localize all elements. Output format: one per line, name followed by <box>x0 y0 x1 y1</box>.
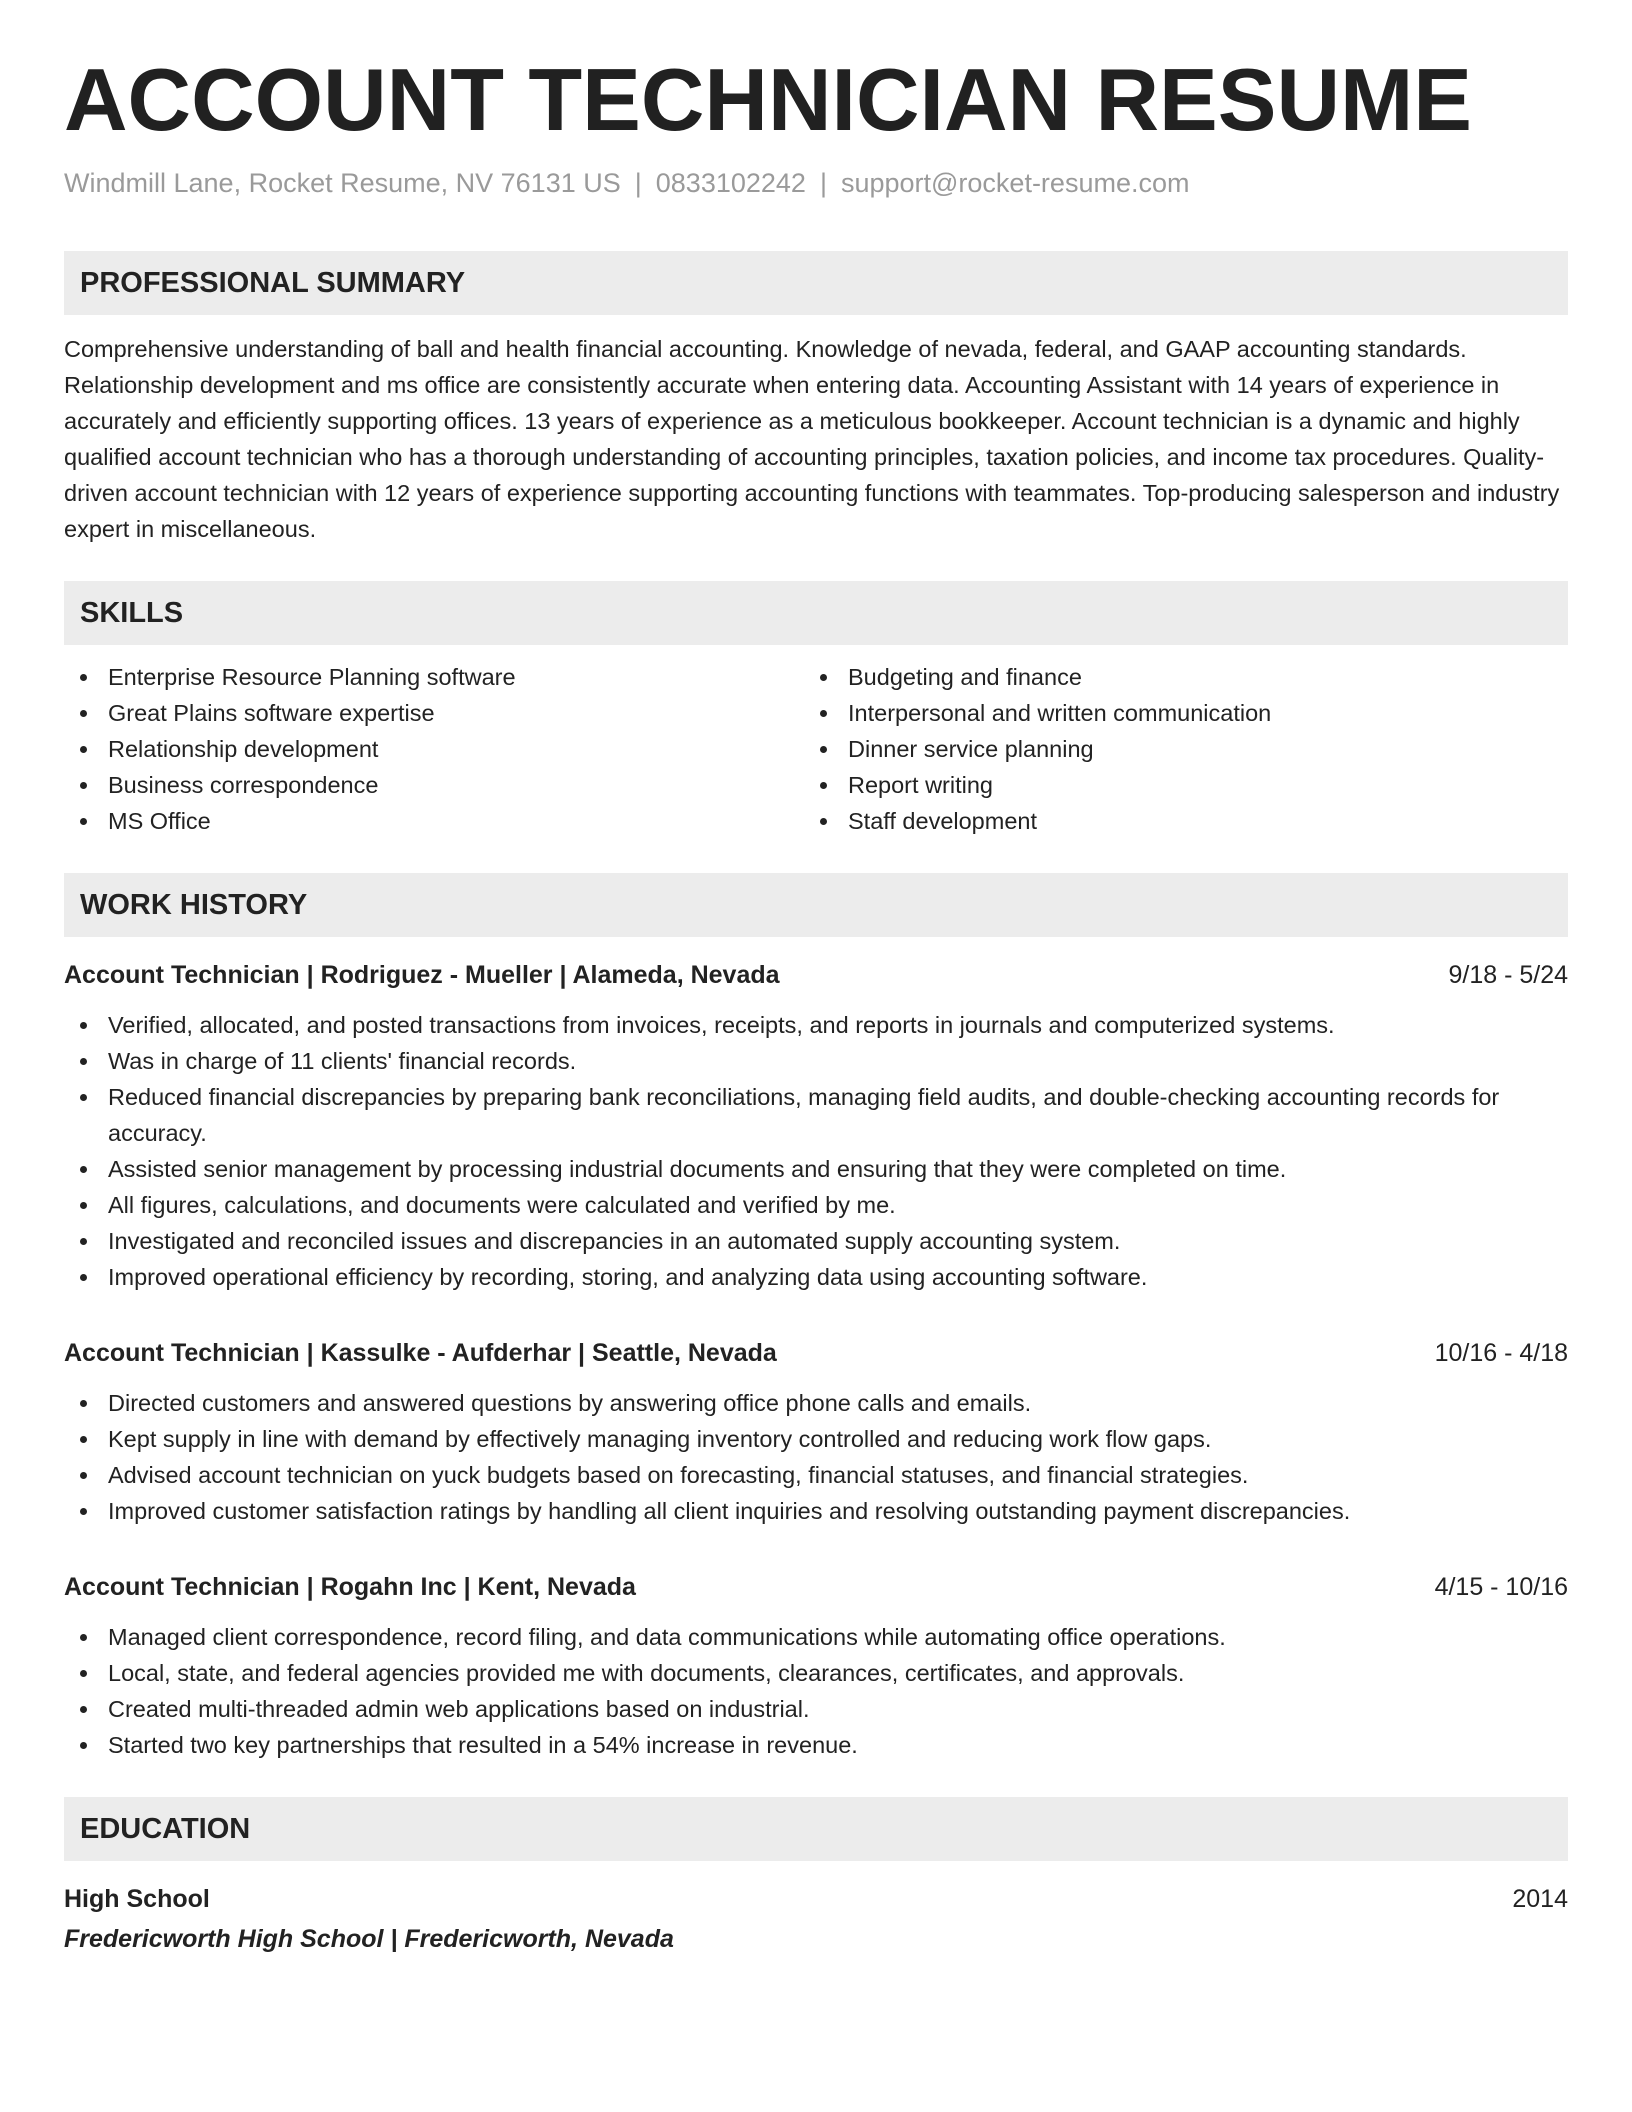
contact-separator: | <box>634 168 642 198</box>
job-title: Account Technician | Rogahn Inc | Kent, Nevada <box>64 1573 636 1601</box>
job-bullets <box>64 1619 1568 1763</box>
job-title: Account Technician | Rodriguez - Mueller | Alameda, Nevada <box>64 961 780 989</box>
job-bullet: Improved operational efficiency by recording, storing, and analyzing data using accounting software. <box>64 1259 1568 1295</box>
education-school: Fredericworth High School | Fredericworth, Nevada <box>64 1925 674 1953</box>
job-bullet: Improved customer satisfaction ratings by handling all client inquiries and resolving outstanding payment discrepancies. <box>64 1493 1568 1529</box>
section-title: PROFESSIONAL SUMMARY <box>80 266 466 299</box>
job-header <box>64 1335 1568 1371</box>
job-bullet: Reduced financial discrepancies by preparing bank reconciliations, managing field audits, and double-checking accounting records for accuracy. <box>64 1079 1568 1151</box>
contact-line <box>64 168 1568 199</box>
skill-item: Dinner service planning <box>804 731 1544 767</box>
section-header-work-history <box>64 873 1568 937</box>
skill-item: Business correspondence <box>64 767 804 803</box>
contact-email: support@rocket-resume.com <box>840 168 1190 198</box>
job-dates: 10/16 - 4/18 <box>1434 1339 1568 1367</box>
education-entry <box>64 1881 1568 1957</box>
section-title: SKILLS <box>80 596 184 629</box>
job-bullet: Created multi-threaded admin web applications based on industrial. <box>64 1691 1568 1727</box>
job-entry <box>64 957 1568 1295</box>
resume-title: ACCOUNT TECHNICIAN RESUME <box>64 50 1472 149</box>
job-entry <box>64 1569 1568 1763</box>
contact-address: Windmill Lane, Rocket Resume, NV 76131 US <box>64 168 621 198</box>
job-entry <box>64 1335 1568 1529</box>
job-title: Account Technician | Kassulke - Aufderhar | Seattle, Nevada <box>64 1339 777 1367</box>
skill-item: Report writing <box>804 767 1544 803</box>
summary-text: Comprehensive understanding of ball and health financial accounting. Knowledge of nevada, federal, and GAAP accounting standards. Relationship development and ms office are consistently accurate when entering data. Accounting Assistant with 14 years of experience in accurately and efficiently supporting offices. 13 years of experience as a meticulous bookkeeper. Account technician is a dynamic and highly qualified account technician who has a thorough understanding of accounting principles, taxation policies, and income tax procedures. Quality-driven account technician with 12 years of experience supporting accounting functions with teammates. Top-producing salesperson and industry expert in miscellaneous. <box>64 336 1560 542</box>
job-bullet: Verified, allocated, and posted transactions from invoices, receipts, and reports in journals and computerized systems. <box>64 1007 1568 1043</box>
education-header <box>64 1881 1568 1917</box>
job-bullet: Managed client correspondence, record filing, and data communications while automating office operations. <box>64 1619 1568 1655</box>
section-title: EDUCATION <box>80 1812 251 1845</box>
section-header-skills <box>64 581 1568 645</box>
job-dates: 9/18 - 5/24 <box>1448 961 1568 989</box>
job-bullets <box>64 1385 1568 1529</box>
contact-phone: 0833102242 <box>655 168 806 198</box>
job-bullet: Directed customers and answered questions by answering office phone calls and emails. <box>64 1385 1568 1421</box>
contact-separator: | <box>819 168 827 198</box>
education-year: 2014 <box>1512 1885 1568 1913</box>
job-bullet: Started two key partnerships that resulted in a 54% increase in revenue. <box>64 1727 1568 1763</box>
skills-column-right <box>804 659 1544 839</box>
job-bullet: All figures, calculations, and documents were calculated and verified by me. <box>64 1187 1568 1223</box>
skill-item: Relationship development <box>64 731 804 767</box>
skills-grid <box>64 659 1568 839</box>
skill-item: Staff development <box>804 803 1544 839</box>
skills-column-left <box>64 659 804 839</box>
job-dates: 4/15 - 10/16 <box>1434 1573 1568 1601</box>
section-title: WORK HISTORY <box>80 888 308 921</box>
section-header-education <box>64 1797 1568 1861</box>
job-bullet: Was in charge of 11 clients' financial records. <box>64 1043 1568 1079</box>
job-bullet: Investigated and reconciled issues and discrepancies in an automated supply accounting system. <box>64 1223 1568 1259</box>
skill-item: Budgeting and finance <box>804 659 1544 695</box>
job-bullet: Kept supply in line with demand by effectively managing inventory controlled and reducing work flow gaps. <box>64 1421 1568 1457</box>
skill-item: Great Plains software expertise <box>64 695 804 731</box>
job-bullet: Advised account technician on yuck budgets based on forecasting, financial statuses, and financial strategies. <box>64 1457 1568 1493</box>
job-bullet: Assisted senior management by processing industrial documents and ensuring that they were completed on time. <box>64 1151 1568 1187</box>
skill-item: Enterprise Resource Planning software <box>64 659 804 695</box>
skill-item: Interpersonal and written communication <box>804 695 1544 731</box>
job-bullets <box>64 1007 1568 1295</box>
job-bullet: Local, state, and federal agencies provided me with documents, clearances, certificates, and approvals. <box>64 1655 1568 1691</box>
education-degree: High School <box>64 1885 210 1913</box>
job-header <box>64 957 1568 993</box>
job-header <box>64 1569 1568 1605</box>
skill-item: MS Office <box>64 803 804 839</box>
section-header-summary <box>64 251 1568 315</box>
